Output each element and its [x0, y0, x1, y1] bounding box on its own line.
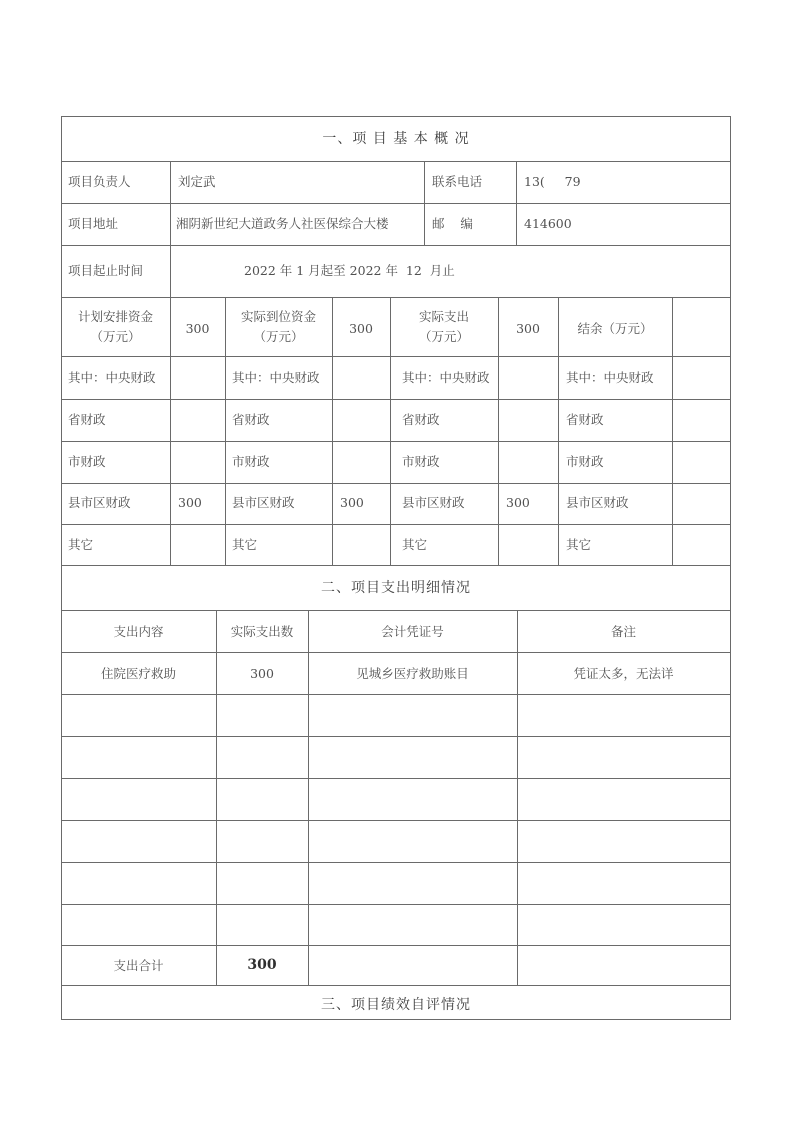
address-label: 项目地址 — [68, 216, 119, 231]
frame-left — [61, 116, 62, 1020]
planned-funds-value: 300 — [185, 321, 210, 336]
funds-cell: 县市区财政 — [566, 495, 629, 510]
rule — [61, 694, 731, 695]
rule — [170, 161, 171, 297]
rule — [424, 161, 425, 245]
rule — [332, 297, 333, 565]
expense-amount: 300 — [250, 666, 274, 681]
funds-cell: 市财政 — [68, 454, 106, 469]
expense-voucher: 见城乡医疗救助账目 — [356, 666, 469, 681]
rule — [61, 565, 731, 566]
frame-right — [730, 116, 731, 1020]
rule — [61, 245, 731, 246]
funds-value: 300 — [340, 495, 364, 510]
funds-cell: 市财政 — [566, 454, 604, 469]
funds-cell: 市财政 — [232, 454, 270, 469]
rule — [61, 297, 731, 298]
spent-funds-label: 实际支出 （万元） — [418, 309, 469, 344]
leader-value: 刘定武 — [178, 174, 216, 189]
funds-cell: 其它 — [566, 537, 592, 552]
funds-cell: 其中：中央财政 — [68, 370, 156, 385]
rule — [672, 297, 673, 565]
funds-cell: 其中：中央财政 — [402, 370, 490, 385]
funds-cell: 县市区财政 — [402, 495, 465, 510]
funds-value: 300 — [506, 495, 530, 510]
rule — [61, 820, 731, 821]
column-header: 会计凭证号 — [381, 624, 444, 639]
column-header: 支出内容 — [113, 624, 164, 639]
funds-cell: 省财政 — [232, 412, 270, 427]
postcode-label: 邮 编 — [432, 216, 473, 231]
rule — [61, 610, 731, 611]
rule — [516, 161, 517, 245]
funds-cell: 其中：中央财政 — [566, 370, 654, 385]
rule — [61, 524, 731, 525]
rule — [61, 203, 731, 204]
received-funds-label: 实际到位资金 （万元） — [240, 309, 316, 344]
rule — [61, 161, 731, 162]
received-funds-value: 300 — [349, 321, 373, 336]
rule — [170, 297, 171, 565]
funds-cell: 市财政 — [402, 454, 440, 469]
funds-cell: 其它 — [232, 537, 258, 552]
rule — [61, 356, 731, 357]
planned-funds-label: 计划安排资金 （万元） — [77, 309, 153, 344]
rule — [61, 945, 731, 946]
postcode-value: 414600 — [524, 216, 572, 231]
rule — [61, 862, 731, 863]
rule — [61, 778, 731, 779]
funds-cell: 省财政 — [402, 412, 440, 427]
expense-note: 凭证太多，无法详 — [573, 666, 674, 681]
funds-cell: 省财政 — [68, 412, 106, 427]
funds-cell: 其中：中央财政 — [232, 370, 320, 385]
frame-bottom — [61, 1019, 731, 1020]
funds-cell: 其它 — [68, 537, 94, 552]
total-label: 支出合计 — [113, 958, 164, 973]
phone-value: 13( 79 — [524, 174, 581, 189]
period-value: 2022 年 1 月起至 2022 年 12 月止 — [244, 263, 455, 278]
section1-title: 一、项 目 基 本 概 况 — [322, 131, 470, 147]
column-header: 备注 — [610, 624, 636, 639]
phone-label: 联系电话 — [432, 174, 483, 189]
rule — [558, 297, 559, 565]
spent-funds-value: 300 — [516, 321, 540, 336]
balance-label: 结余（万元） — [577, 321, 653, 336]
funds-cell: 其它 — [402, 537, 428, 552]
leader-label: 项目负责人 — [68, 174, 131, 189]
section2-title: 二、项目支出明细情况 — [321, 580, 471, 596]
funds-cell: 省财政 — [566, 412, 604, 427]
funds-value: 300 — [178, 495, 202, 510]
funds-cell: 县市区财政 — [68, 495, 131, 510]
frame-top — [61, 116, 731, 117]
section3-title: 三、项目绩效自评情况 — [321, 997, 471, 1013]
rule — [61, 985, 731, 986]
address-value: 湘阴新世纪大道政务人社医保综合大楼 — [176, 216, 389, 231]
rule — [61, 483, 731, 484]
rule — [61, 399, 731, 400]
expense-content: 住院医疗救助 — [100, 666, 176, 681]
rule — [61, 904, 731, 905]
period-label: 项目起止时间 — [68, 263, 144, 278]
rule — [61, 441, 731, 442]
rule — [61, 652, 731, 653]
total-value: 300 — [247, 957, 277, 973]
rule — [61, 736, 731, 737]
column-header: 实际支出数 — [230, 624, 294, 639]
rule — [498, 297, 499, 565]
funds-cell: 县市区财政 — [232, 495, 295, 510]
